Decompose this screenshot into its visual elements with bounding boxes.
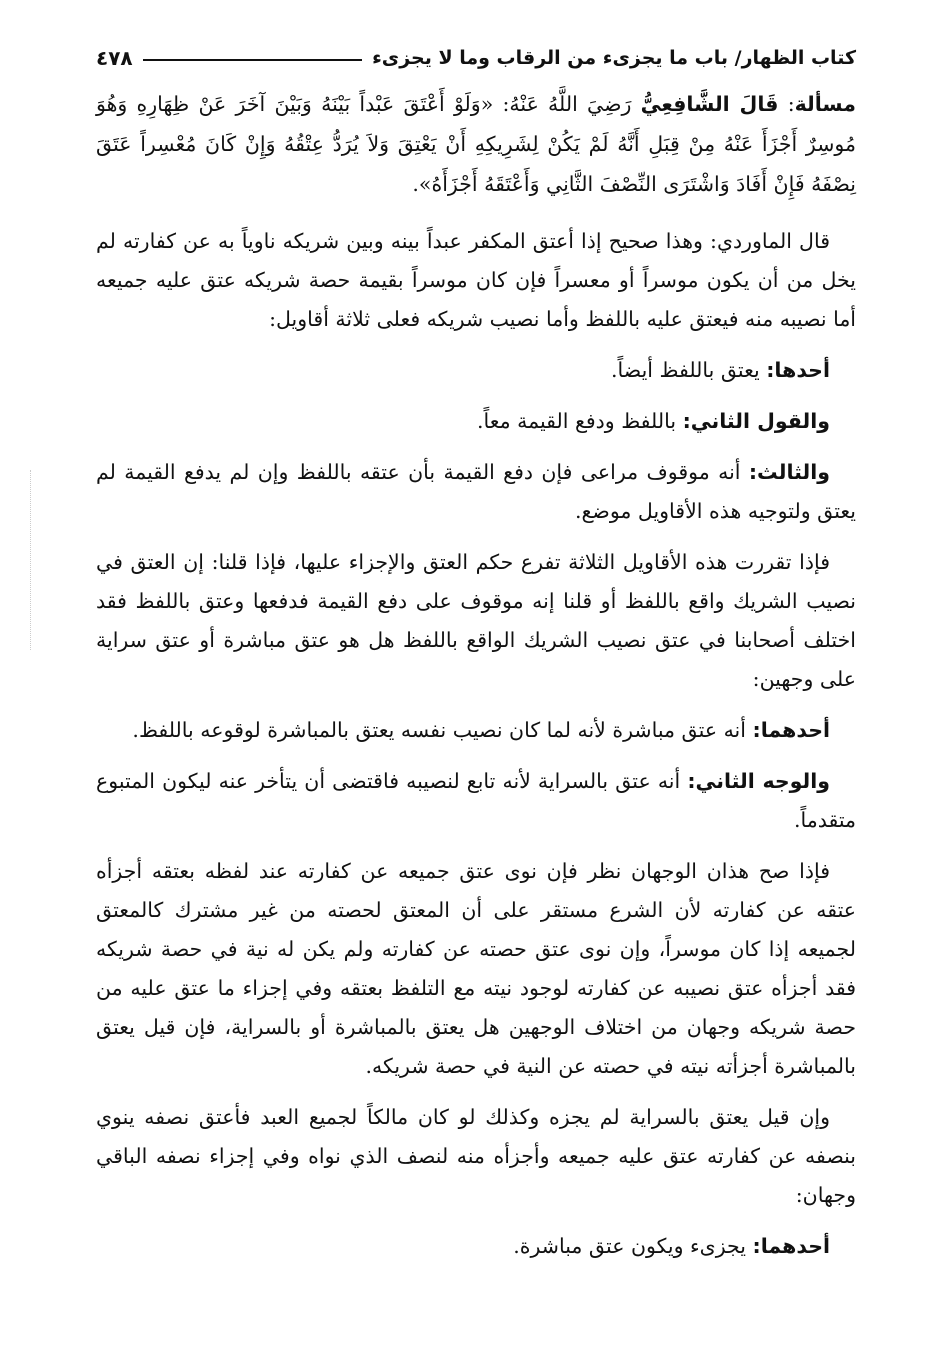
paragraph-text: أنه موقوف مراعى فإن دفع القيمة بأن عتقه باللفظ وإن لم يدفع القيمة لم يعتق ولتوجيه هذه الأقاويل موضع. bbox=[96, 460, 856, 523]
paragraph-text: باللفظ ودفع القيمة معاً. bbox=[476, 409, 677, 433]
paragraph-10 bbox=[96, 1227, 856, 1266]
paragraph-lead: والوجه الثاني: bbox=[687, 769, 830, 793]
paragraph-5 bbox=[96, 543, 856, 699]
paragraph-text: قال الماوردي: وهذا صحيح إذا أعتق المكفر عبداً بينه وبين شريكه ناوياً به عن كفارته لم يخل من أن يكون موسراً أو معسراً فإن كان موسراً بقيمة حصة شريكه عتق عليه جميعه أما نصيبه منه فيعتق عليه باللفظ وأما نصيب شريكه فعلى ثلاثة أقاويل: bbox=[96, 229, 856, 331]
masala-paragraph: مسألة: قَالَ الشَّافِعِيُّ رَضِيَ اللَّهُ عَنْهُ: «وَلَوْ أَعْتَقَ عَبْداً بَيْنَهُ وَبَيْنَ آخَرَ عَنْ ظِهَارِهِ وَهُوَ مُوسِرٌ أَجْزَأَ عَنْهُ مِنْ قِبَلِ أَنَّهُ لَمْ يَكُنْ لِشَرِيكِهِ أَنْ يَعْتِقَ وَلاَ يُرَدُّ عِتْقُهُ وَإِنْ كَانَ مُعْسِراً عَتَقَ نِصْفَهُ فَإِنْ أَفَادَ وَاشْتَرَى النِّصْفَ الثَّانِي وَأَعْتَقَهُ أَجْزَأَهُ». bbox=[96, 92, 856, 196]
paragraph-lead: والثالث: bbox=[748, 460, 830, 484]
masala-label: مسألة bbox=[794, 92, 856, 116]
paragraph-text: أنه عتق بالسراية لأنه تابع لنصيبه فاقتضى أن يتأخر عنه ليكون المتبوع متقدماً. bbox=[96, 769, 856, 832]
paragraph-lead: أحدهما: bbox=[752, 718, 830, 742]
paragraph-text: يعتق باللفظ أيضاً. bbox=[611, 358, 760, 382]
paragraph-1 bbox=[96, 222, 856, 339]
running-header bbox=[96, 40, 856, 76]
paragraph-text: يجزىء ويكون عتق مباشرة. bbox=[513, 1234, 746, 1258]
header-title: كتاب الظهار/ باب ما يجزىء من الرقاب وما لا يجزىء bbox=[372, 47, 856, 69]
book-page bbox=[96, 40, 856, 1278]
masala-speaker: قَالَ الشَّافِعِيُّ bbox=[640, 92, 779, 116]
paragraph-text: فإذا صح هذان الوجهان نظر فإن نوى عتق جميعه عن كفارته عند لفظه بعتقه أجزأه عتقه عن كفارته لأن الشرع مستقر على أن المعتق لحصته من غير مشترك كالمعتق لجميعه إذا كان موسراً، وإن نوى عتق حصته عن كفارته ولم يكن له نية في حصة شريكه فقد أجزأه عتق نصيبه عن كفارته لوجود نيته مع التلفظ بعتقه وفي إجزاء ما عتق عليه من حصة شريكه وجهان من اختلاف الوجهين هل يعتق بالمباشرة أو بالسراية، فإن قيل يعتق بالمباشرة أجزأته نيته في حصته عن النية في حصة شريكه. bbox=[96, 859, 856, 1078]
paragraph-6 bbox=[96, 711, 856, 750]
masala-text: رَضِيَ اللَّهُ عَنْهُ: «وَلَوْ أَعْتَقَ عَبْداً بَيْنَهُ وَبَيْنَ آخَرَ عَنْ ظِهَارِهِ وَهُوَ مُوسِرٌ أَجْزَأَ عَنْهُ مِنْ قِبَلِ أَنَّهُ لَمْ يَكُنْ لِشَرِيكِهِ أَنْ يَعْتِقَ وَلاَ يُرَدُّ عِتْقُهُ وَإِنْ كَانَ مُعْسِراً عَتَقَ نِصْفَهُ فَإِنْ أَفَادَ وَاشْتَرَى النِّصْفَ الثَّانِي وَأَعْتَقَهُ أَجْزَأَهُ». bbox=[96, 92, 856, 196]
paragraph-text: فإذا تقررت هذه الأقاويل الثلاثة تفرع حكم العتق والإجزاء عليها، فإذا قلنا: إن العتق في نصيب الشريك واقع باللفظ أو قلنا إنه موقوف على دفع القيمة فدفعها وعتق باللفظ فقد اختلف أصحابنا في عتق نصيب الشريك الواقع باللفظ هل هو عتق مباشرة أو عتق سراية على وجهين: bbox=[96, 550, 856, 691]
paragraph-lead: والقول الثاني: bbox=[682, 409, 830, 433]
page-number: ٤٧٨ bbox=[96, 46, 133, 70]
paragraph-7 bbox=[96, 762, 856, 840]
paragraph-2 bbox=[96, 351, 856, 390]
paragraph-lead: أحدهما: bbox=[752, 1234, 830, 1258]
scan-margin-mark bbox=[30, 470, 32, 650]
paragraph-8 bbox=[96, 852, 856, 1086]
header-rule bbox=[143, 59, 362, 61]
paragraph-text: أنه عتق مباشرة لأنه لما كان نصيب نفسه يعتق بالمباشرة لوقوعه باللفظ. bbox=[132, 718, 746, 742]
paragraph-text: وإن قيل يعتق بالسراية لم يجزه وكذلك لو كان مالكاً لجميع العبد فأعتق نصفه ينوي بنصفه عن كفارته عتق عليه جميعه وأجزأه منه لنصف الذي نواه وفي إجزاء نصفه الباقي وجهان: bbox=[96, 1105, 856, 1207]
paragraph-3 bbox=[96, 402, 856, 441]
paragraph-4 bbox=[96, 453, 856, 531]
paragraph-9 bbox=[96, 1098, 856, 1215]
paragraph-lead: أحدها: bbox=[766, 358, 830, 382]
